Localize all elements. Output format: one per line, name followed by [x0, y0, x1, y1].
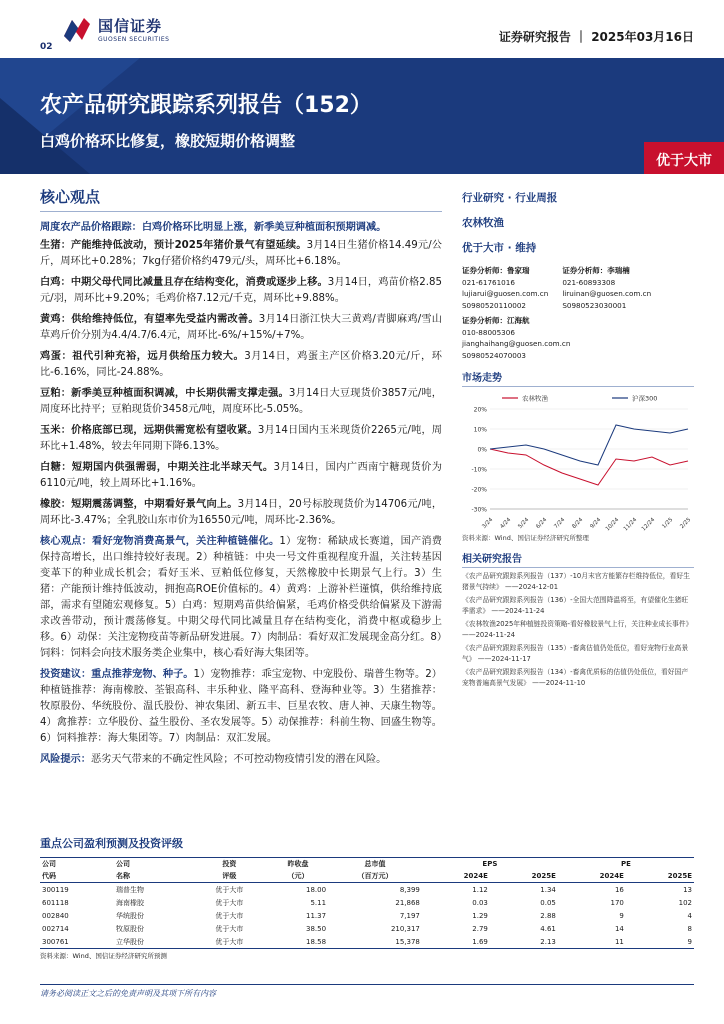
table-cell: 38.50 [306, 924, 327, 933]
analyst-cert: S0980520110002 [462, 300, 527, 310]
item-text: 3月14日浙江快大三黄鸡/青脚麻鸡/雪山草鸡斤价分别为4.4/4.7/6.4元，周环比-6%/+15%/+7%。 [40, 314, 442, 341]
th-sub: （元） [268, 870, 328, 883]
report-title: 农产品研究跟踪系列报告（152） [40, 93, 372, 118]
page-header [0, 0, 724, 58]
views-bold: 核心观点：看好宠物消费高景气，关注种植链催化。 [40, 536, 280, 547]
table-cell: 170 [610, 898, 624, 907]
industry-name: 农林牧渔 [462, 217, 504, 229]
table-cell: 4 [687, 911, 692, 920]
forecast-table [40, 857, 694, 949]
item-corn [40, 423, 442, 455]
y-tick-label: -20% [471, 486, 487, 494]
report-category: 行业研究 · 行业周报 [462, 192, 558, 204]
related-report-item[interactable]: 《农产品研究跟踪系列报告（137）-10月末官方能繁存栏维持低位，看好生猪景气持续》 ——2024-12-01 [462, 572, 690, 591]
analyst-card [462, 265, 548, 311]
th-mktcap: 总市值 [328, 858, 422, 871]
item-text: 3月14日大豆现货价3857元/吨，周度环比持平；豆粕现货价3458元/吨，周度环比-5.05%。 [40, 388, 442, 415]
legend-label: 沪深300 [632, 394, 658, 403]
table-cell: 15,378 [328, 935, 422, 949]
th-eps: EPS [422, 858, 558, 871]
x-tick-label: 5/24 [517, 517, 531, 530]
related-report-item[interactable]: 《农产品研究跟踪系列报告（136）-全国大范围降温将至，有望催化生猪旺季需求》 ——2024-11-24 [462, 596, 689, 615]
table-cell: 5.11 [310, 898, 327, 907]
x-tick-label: 4/24 [499, 517, 513, 530]
th-rating: 投资 [191, 858, 268, 871]
item-bold: 白糖：短期国内供强需弱，中期关注北半球天气。 [40, 462, 274, 473]
analyst-card [462, 315, 570, 361]
x-tick-label: 1/25 [661, 517, 675, 530]
title-banner [0, 58, 724, 174]
table-cell: 2.13 [490, 935, 558, 949]
item-bold: 黄鸡：供给维持低位，有望率先受益内需改善。 [40, 314, 259, 325]
trend-chart-svg [462, 391, 694, 531]
item-rubber [40, 497, 442, 529]
risk-text: 恶劣天气带来的不确定性风险；不可控动物疫情引发的潜在风险。 [90, 754, 387, 765]
page-number: 02 [40, 42, 53, 52]
y-tick-label: 20% [473, 406, 487, 414]
brand-logo [62, 14, 169, 44]
table-cell: 优于大市 [215, 924, 244, 933]
table-row [40, 935, 694, 949]
table-row [40, 883, 694, 897]
table-cell: 8,399 [399, 885, 420, 894]
table-cell: 优于大市 [215, 898, 244, 907]
item-egg [40, 349, 442, 381]
divider [40, 211, 442, 212]
table-cell: 21,868 [395, 898, 420, 907]
core-lead: 周度农产品价格跟踪：白鸡价格环比明显上涨，新季美豆种植面积预期调减。 [40, 222, 387, 233]
analyst-cert: S0980523030001 [562, 300, 627, 310]
views-text: 1）宠物：稀缺成长赛道，国产消费保持高增长，出口维持较好表现。2）种植链：中央一号文件重视程度升温，关注转基因变革下的种业成长机会；看好玉米、豆粕低位修复，天然橡胶中长期景气上行。3）生猪：产能预计维持低波动，拥抱高ROE价值标的。4）黄鸡：上游补栏谨慎，供给维持底部，需求有望随宏观修复。5）白鸡：短期鸡苗供给偏紧，毛鸡价格受供给偏紧及下游需求改善带动，预计震荡修复。中期父母代同比减量且存在结构变化，消费中枢或稳步上移。6）动保：关注宠物疫苗等新品研发进展。7）肉制品：看好双汇发展现金高分红。8）饲料：饲料会向技术服务类企业集中，核心看好海大集团等。 [40, 536, 442, 659]
related-report-item[interactable]: 《农林牧渔2025年种植链投资策略-看好橡胶景气上行，关注种业成长事件》 ——2024-11-24 [462, 620, 693, 639]
analyst-label: 证券分析师：江海航 [462, 316, 530, 325]
analyst-label: 证券分析师：鲁家瑞 [462, 266, 530, 275]
y-tick-label: 10% [473, 426, 487, 434]
th-pe: PE [558, 858, 694, 871]
table-row [40, 896, 694, 909]
item-bold: 橡胶：短期震荡调整，中期看好景气向上。 [40, 499, 238, 510]
item-hog [40, 238, 442, 270]
table-cell: 002714 [42, 924, 69, 933]
table-cell: 优于大市 [191, 935, 268, 949]
item-sugar [40, 460, 442, 492]
table-cell: 1.69 [422, 935, 490, 949]
table-source: 资料来源：Wind、国信证券经济研究所预测 [40, 952, 167, 960]
table-cell: 300761 [40, 935, 114, 949]
analyst-email[interactable]: lujiarui@guosen.com.cn [462, 289, 549, 298]
item-soymeal [40, 386, 442, 418]
table-cell: 4.61 [540, 924, 556, 933]
disclaimer-footer: 请务必阅读正文之后的免责声明及其项下所有内容 [40, 984, 694, 999]
forecast-table-section [40, 835, 694, 960]
table-cell: 002840 [42, 911, 69, 920]
risk-bold: 风险提示： [40, 754, 91, 765]
table-row [40, 922, 694, 935]
table-cell: 18.00 [306, 885, 327, 894]
market-trend-chart [462, 391, 694, 531]
item-text: 3月14日国内玉米现货价2265元/吨，周环比+1.48%，较去年同期下降6.13%。 [40, 425, 442, 452]
x-tick-label: 12/24 [640, 517, 657, 531]
analyst-email[interactable]: liruinan@guosen.com.cn [562, 289, 652, 298]
table-cell: 立华股份 [114, 935, 191, 949]
table-head-row [40, 870, 694, 883]
item-bold: 玉米：价格底部已现，远期供需宽松有望收紧。 [40, 425, 258, 436]
investment-advice [40, 667, 442, 747]
analyst-row [462, 315, 694, 361]
table-cell: 2.88 [540, 911, 556, 920]
table-row [40, 909, 694, 922]
logo-cn-text: 国信证券 [98, 17, 163, 35]
market-trend-heading: 市场走势 [462, 369, 694, 387]
industry-rating: 优于大市 · 维持 [462, 242, 537, 254]
rating-badge: 优于大市 [644, 142, 724, 174]
related-report-item[interactable]: 《农产品研究跟踪系列报告（135）-畜禽估值仍处低位，看好宠物行业高景气》 ——2024-11-17 [462, 644, 689, 663]
logo-en-text: GUOSEN SECURITIES [98, 36, 170, 43]
item-text: 3月14日，国内广西南宁糖现货价为6110元/吨，较上周环比+1.16%。 [40, 462, 442, 489]
table-cell: 300119 [42, 885, 69, 894]
risk-warning [40, 752, 442, 768]
item-bold: 豆粕：新季美豆种植面积调减，中长期供需支撑走强。 [40, 388, 289, 399]
series-line [490, 425, 688, 465]
item-broiler [40, 275, 442, 307]
table-cell: 1.12 [472, 885, 488, 894]
table-cell: 16 [614, 885, 624, 894]
x-tick-label: 11/24 [622, 517, 639, 531]
x-tick-label: 7/24 [553, 517, 567, 530]
item-text: 3月14日，鸡蛋主产区价格3.20元/斤，环比-6.16%，同比-24.88%。 [40, 351, 442, 378]
th-name: 公司 [114, 858, 191, 871]
table-cell: 8 [687, 924, 692, 933]
legend-label: 农林牧渔 [522, 394, 548, 403]
th-sub: 2024E [422, 870, 490, 883]
table-cell: 11 [558, 935, 626, 949]
analyst-phone: 010-88005306 [462, 327, 515, 337]
core-views-section [40, 186, 442, 768]
table-cell: 11.37 [306, 911, 327, 920]
th-sub: 2025E [490, 870, 558, 883]
th-sub: 名称 [114, 870, 191, 883]
series-line [490, 449, 688, 485]
item-bold: 白鸡：中期父母代同比减量且存在结构变化，消费或逐步上移。 [40, 277, 328, 288]
y-tick-label: -30% [471, 506, 487, 514]
item-bold: 鸡蛋：祖代引种充裕，远月供给压力较大。 [40, 351, 245, 362]
analyst-card [562, 265, 651, 311]
table-cell: 海南橡胶 [115, 898, 144, 907]
item-text: 3月14日，20号标胶现货价为14706元/吨，周环比-3.47%；全乳胶山东市价为16550元/吨，周环比-2.36%。 [40, 499, 443, 526]
table-cell: 0.03 [472, 898, 488, 907]
th-sub: 2024E [558, 870, 626, 883]
th-sub: 评级 [191, 870, 268, 883]
table-cell: 优于大市 [215, 911, 244, 920]
analyst-phone: 021-61761016 [462, 277, 515, 287]
item-bold: 生猪：产能维持低波动，预计2025年猪价景气有望延续。 [40, 240, 307, 251]
related-reports-heading: 相关研究报告 [462, 550, 694, 568]
table-cell: 7,197 [399, 911, 420, 920]
report-subtitle: 白鸡价格环比修复，橡胶短期价格调整 [40, 132, 296, 150]
table-cell: 18.58 [268, 935, 328, 949]
analyst-label: 证券分析师：李瑞楠 [562, 266, 630, 275]
y-tick-label: -10% [471, 466, 487, 474]
table-cell: 瑞普生物 [115, 885, 144, 894]
chart-source: 资料来源：Wind、国信证券经济研究所整理 [462, 534, 589, 542]
table-cell: 华统股份 [115, 911, 144, 920]
invest-text: 1）宠物推荐：乖宝宠物、中宠股份、瑞普生物等。2）种植链推荐：海南橡胶、荃银高科、丰乐种业、隆平高科、登海种业等。3）生猪推荐：牧原股份、华统股份、温氏股份、神农集团、新五丰、巨星农牧、唐人神、天康生物等。4）禽推荐：立华股份、益生股份、圣农发展等。5）动保推荐：科前生物、回盛生物等。6）饲料推荐：海大集团等。7）肉制品：双汇发展。 [40, 669, 442, 744]
th-sub: （百万元） [328, 870, 422, 883]
table-cell: 1.34 [540, 885, 556, 894]
table-head-row [40, 858, 694, 871]
item-text: 3月14日生猪价格14.49元/公斤，周环比+0.28%；7kg仔猪价格约479元/头，周环比+6.18%。 [40, 240, 442, 267]
report-type-date: 证券研究报告 ｜ 2025年03月16日 [498, 30, 694, 44]
item-text: 3月14日，鸡苗价格2.85元/羽，周环比+9.20%；毛鸡价格7.12元/千克，周环比+9.88%。 [40, 277, 442, 304]
logo-icon [62, 14, 92, 44]
table-cell: 210,317 [390, 924, 420, 933]
th-close: 昨收盘 [268, 858, 328, 871]
table-cell: 优于大市 [215, 885, 244, 894]
y-tick-label: 0% [477, 446, 487, 454]
sidebar [462, 190, 694, 691]
analyst-phone: 021-60893308 [562, 277, 616, 287]
table-cell: 601118 [42, 898, 69, 907]
table-cell: 14 [614, 924, 624, 933]
x-tick-label: 3/24 [481, 517, 495, 530]
core-views-heading: 核心观点 [40, 188, 101, 206]
invest-bold: 投资建议：重点推荐宠物、种子。 [40, 669, 194, 680]
x-tick-label: 10/24 [604, 517, 621, 531]
table-cell: 牧原股份 [115, 924, 144, 933]
table-cell: 9 [626, 935, 694, 949]
analyst-cert: S0980524070003 [462, 350, 527, 360]
related-reports-list [462, 571, 694, 688]
related-report-item[interactable]: 《农产品研究跟踪系列报告（134）-畜禽优质标的估值仍处低位，看好国产宠物普遍高景气发展》 ——2024-11-10 [462, 668, 689, 687]
x-tick-label: 9/24 [589, 517, 603, 530]
core-views-paragraph [40, 534, 442, 662]
table-cell: 13 [683, 885, 692, 894]
th-code: 公司 [40, 858, 114, 871]
x-tick-label: 6/24 [535, 517, 549, 530]
table-cell: 1.29 [472, 911, 488, 920]
item-yellow-chicken [40, 312, 442, 344]
analyst-email[interactable]: jianghaihang@guosen.com.cn [462, 339, 571, 348]
table-heading: 重点公司盈利预测及投资评级 [40, 837, 183, 850]
th-sub: 代码 [40, 870, 114, 883]
table-cell: 0.05 [540, 898, 556, 907]
table-cell: 9 [619, 911, 624, 920]
table-cell: 102 [678, 898, 692, 907]
th-sub: 2025E [626, 870, 694, 883]
x-tick-label: 2/25 [679, 517, 693, 530]
table-cell: 2.79 [472, 924, 488, 933]
analyst-row [462, 265, 694, 311]
x-tick-label: 8/24 [571, 517, 585, 530]
